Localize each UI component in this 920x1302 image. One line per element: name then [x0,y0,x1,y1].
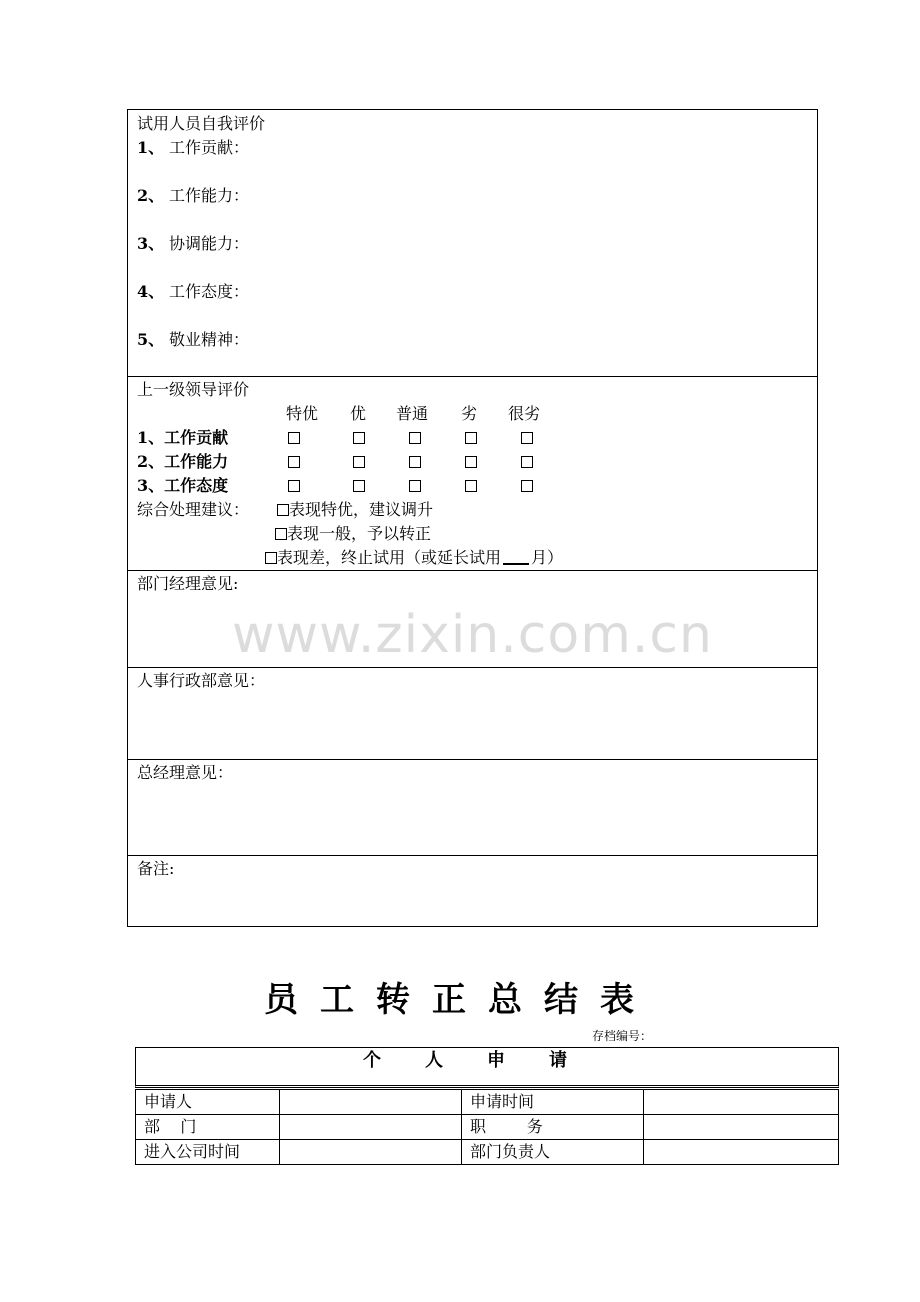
section-header-text: 个人申请 [363,1050,611,1071]
table-row [136,1090,839,1115]
advice-checkbox[interactable] [265,552,277,564]
remarks-label: 备注: [137,859,175,878]
grade-header-5: 很劣 [508,404,541,423]
application-table [135,1089,839,1165]
rating-checkbox[interactable] [353,432,365,444]
field-value-cell[interactable] [644,1140,839,1165]
rating-checkbox[interactable] [288,456,300,468]
advice-option-terminate [265,548,563,568]
evaluation-form [127,109,818,927]
rating-checkbox[interactable] [288,480,300,492]
grade-header-2: 优 [350,404,367,423]
field-value-cell[interactable] [280,1140,462,1165]
item-number: 3、 [137,234,165,253]
item-number: 5、 [137,330,165,349]
field-value-cell[interactable] [280,1115,462,1140]
self-eval-item-5 [137,330,249,350]
rating-checkbox[interactable] [465,456,477,468]
rating-checkbox[interactable] [409,456,421,468]
self-eval-item-4 [137,282,249,302]
divider [128,759,817,760]
advice-option-text: 表现特优，建议调升 [289,500,434,519]
field-label: 申请人 [136,1090,280,1115]
grade-header-1: 特优 [286,404,319,423]
advice-label: 综合处理建议： [137,500,250,519]
self-eval-title: 试用人员自我评价 [137,114,266,133]
rating-row-label: 3、工作态度 [137,476,229,495]
advice-option-text: 表现一般，予以转正 [287,524,432,543]
divider [128,667,817,668]
field-label: 部门负责人 [462,1140,644,1165]
advice-checkbox[interactable] [275,528,287,540]
rating-row-label: 1、工作贡献 [137,428,229,447]
item-number: 1、 [137,138,165,157]
field-value-cell[interactable] [280,1090,462,1115]
rating-checkbox[interactable] [409,480,421,492]
table-row [136,1115,839,1140]
rating-checkbox[interactable] [465,480,477,492]
self-eval-item-2 [137,186,249,206]
divider [128,855,817,856]
advice-option-promote [277,500,433,520]
item-number: 4、 [137,282,165,301]
item-label: 工作态度： [169,282,250,301]
divider [128,376,817,377]
item-label: 协调能力： [169,234,250,253]
field-value-cell[interactable] [644,1090,839,1115]
self-eval-item-3 [137,234,249,254]
advice-option-text: 表现差，终止试用（或延长试用 [277,548,502,567]
self-eval-item-1 [137,138,249,158]
rating-checkbox[interactable] [409,432,421,444]
divider [128,570,817,571]
grade-header-4: 劣 [461,404,478,423]
field-label: 申请时间 [462,1090,644,1115]
rating-checkbox[interactable] [521,480,533,492]
field-label: 职 务 [462,1115,644,1140]
personal-application-header [135,1047,839,1088]
form-title: 员工转正总结表 [264,980,656,1020]
table-row [136,1140,839,1165]
extension-months-blank[interactable] [503,549,529,565]
item-label: 敬业精神： [169,330,250,349]
watermark: www.zixin.com.cn [232,605,713,665]
rating-checkbox[interactable] [288,432,300,444]
rating-checkbox[interactable] [353,480,365,492]
grade-header-3: 普通 [396,404,429,423]
dept-manager-opinion-label: 部门经理意见: [137,574,239,593]
leader-eval-title: 上一级领导评价 [137,380,250,399]
rating-checkbox[interactable] [521,456,533,468]
field-value-cell[interactable] [644,1115,839,1140]
general-manager-opinion-label: 总经理意见： [137,763,234,782]
rating-checkbox[interactable] [353,456,365,468]
advice-checkbox[interactable] [277,504,289,516]
advice-option-confirm [275,524,431,544]
item-label: 工作贡献： [169,138,250,157]
archive-number-label: 存档编号： [592,1029,653,1043]
rating-row-label: 2、工作能力 [137,452,229,471]
hr-admin-opinion-label: 人事行政部意见： [137,671,266,690]
item-label: 工作能力： [169,186,250,205]
item-number: 2、 [137,186,165,205]
field-label: 进入公司时间 [136,1140,280,1165]
field-label: 部 门 [136,1115,280,1140]
rating-checkbox[interactable] [465,432,477,444]
advice-option-suffix: 月） [531,548,564,567]
rating-checkbox[interactable] [521,432,533,444]
